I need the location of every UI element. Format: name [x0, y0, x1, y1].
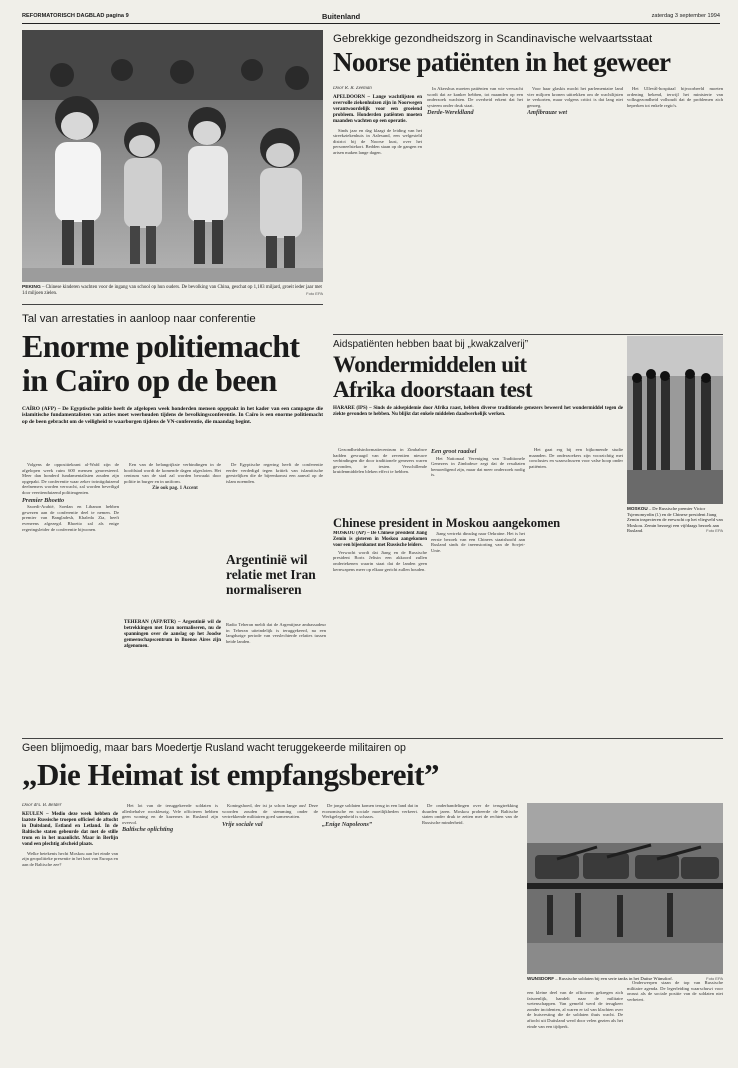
norway-col1: [333, 86, 422, 330]
peking-children-illustration: [22, 30, 323, 282]
heimat-kicker: Geen blijmoedig, maar bars Moedertje Rusland wacht teruggekeerde militairen op: [22, 742, 406, 754]
photo-peking-children: [22, 30, 323, 282]
cairo-kicker: Tal van arrestaties in aanloop naar conferentie: [22, 313, 256, 325]
divider: [22, 304, 323, 305]
norway-body4: Het Ullevål-hospitaal bijvoorbeeld moeten ordening bekend, terwijl het ministerie van volksgezondheid volhoudt dat de problemen zich beperken tot enkele regio's.: [627, 86, 723, 108]
divider: [333, 334, 723, 335]
argentina-headline: Argentinië wil relatie met Iran normaliseren: [226, 552, 316, 597]
norway-body1: Sinds jaar en dag klaagt de leiding van het streekziekenhuis in Aalesund, een welgesteld district bij de Noorse kust, over het personeelstekort. Bedden staan op de gangen en artsen maken lange dagen.: [333, 127, 422, 155]
masthead-section: Buitenland: [322, 12, 361, 21]
africa-body1: Gezondheidsinformatiecentrum in Zimbabwe hadden gevraagd van de zeventien nieuwe verbindingen die door traditionele genezers waren gevonden, te testen. Verschillende kruidenmiddelen bleken effect te hebben.: [333, 447, 427, 475]
heimat-body3: Koningshoed, der ist ja schon lange aus! Deze woorden zouden de stemming onder de vertrekkende militairen goed samenvatten.: [222, 803, 318, 820]
norway-col3: [527, 86, 623, 330]
heimat-subhead3: „Enige Napoleons”: [322, 820, 373, 828]
wunsdorf-text-below: een kleine deel van de officieren gekregen zich fatsoenlijk, handelt naar de militaire wetenschappen. Van gemeld werd de terugkeer zonder incidenten, al waren er tal van klachten over de huisvesting die de soldaten thuis wacht. De aftocht uit Duitsland werd door velen gezien als het einde van een tijdperk.: [527, 990, 623, 1029]
cairo-body1: Volgens de oppositiekrant al-Wafd zijn de afgelopen week ruim 600 mensen gearresteerd. Meer dan honderd fundamentalisten zouden zijn opgepakt. De conferentie waar zeker twintigduizend deelnemers worden verwacht, zal worden beveiligd door veertienduizend politieagenten.: [22, 462, 119, 495]
cairo-headline: [22, 329, 323, 397]
caption-place: WUNSDORF: [527, 976, 555, 981]
china-body1: Verwacht wordt dat Jiang en de Russische president Boris Jeltsin een akkoord zullen ondertekenen waarin staat dat de landen geen kernwapens meer op elkaar gericht zullen houden.: [333, 549, 427, 572]
caption-text: – Chinese kinderen wachten voor de ingang van school op hun ouders. De bevolking van China, geschat op 1,183 miljard, groeit ieder jaar met 14 miljoen zielen.: [22, 285, 322, 296]
cairo-lead: CAÏRO (AFP) – De Egyptische politie heeft de afgelopen week honderden mensen opgepakt in het kader van een campagne die islamitische fundamentalisten van acties moet weerhouden tijdens de bevolkingsconferentie. In Caïro is een enorme politiemacht op de been gebracht om de veiligheid te waarborgen tijdens de VN-conferentie, die maandag begint.: [22, 406, 323, 425]
china-body2: Jiang vertrekt dinsdag naar Oekraïne. Het is het eerste bezoek van een Chinees staatshoofd aan Rusland sinds de ineenstorting van de Sovjet-Unie.: [431, 531, 525, 553]
norway-body3: Voor haar glaskis mocht het parlementaire land vier miljoen kronen uittrekken om de wachtlijsten te verkorten, maar volgens critici is dat lang niet genoeg.: [527, 86, 623, 108]
norway-col4: [627, 86, 723, 330]
photo-credit: Foto EPA: [706, 976, 723, 981]
norway-kicker: Gebrekkige gezondheidszorg in Scandinavische welvaartsstaat: [333, 33, 653, 45]
photo-wunsdorf-tanks: [527, 803, 723, 974]
heimat-headline: „Die Heimat ist empfangsbereit”: [22, 757, 439, 792]
china-col1: [333, 531, 427, 731]
africa-headline-line2: Afrika doorstaan test: [333, 377, 533, 402]
norway-subhead2: Amfibrauze wet: [527, 109, 568, 117]
norway-col2: [427, 86, 523, 330]
divider: [22, 738, 723, 739]
argentina-lead: TEHERAN (AFP/RTR) – Argentinië wil de betrekkingen met Iran normaliseren, nu de spanningen over de aanslag op het Joodse gemeenschapscentrum in Buenos Aires zijn afgenomen.: [124, 620, 221, 649]
africa-subhead: Een groot raadsel: [431, 448, 477, 455]
cairo-body3: Een van de belangrijkste verbindingen in de hoofdstad wordt de komende dagen afgesloten. Het centrum van de stad zal worden bewaakt door politie in burger en in uniform.: [124, 462, 221, 484]
china-lead: MOSKOU (AP) – De Chinese president Jiang Zemin is gisteren in Moskou aangekomen voor een bijeenkomst met Russische leiders.: [333, 531, 427, 548]
heimat-body1: Welke betekenis hecht Moskou aan het einde van zijn geopolitieke presentie in het hart van Europa en aan de Baltische zee?: [22, 850, 118, 867]
heimat-body6: Onderwerpen staan de top van Russische militaire agenda. De legerleiding waarschuwt voor onrust als de sociale positie van de soldaten niet verbetert.: [627, 980, 723, 1002]
cairo-subhead: Premier Bhoetto: [22, 496, 65, 504]
masthead-paper: REFORMATORISCH DAGBLAD pagina 9: [22, 13, 129, 19]
norway-subhead1: Derde-Wereldland: [427, 109, 474, 117]
moscow-honor-guard-illustration: [627, 336, 723, 504]
africa-body2: Het Nationaal Vereniging van Traditionele Genezers in Zimbabwe zegt dat de resultaten bemoedigend zijn, maar dat meer onderzoek nodig is.: [431, 455, 525, 478]
caption-place: MOSKOU: [627, 506, 648, 511]
masthead: [22, 12, 720, 24]
africa-kicker: Aidspatiënten hebben baat bij „kwakzalverij”: [333, 339, 529, 350]
cairo-continued[interactable]: Zie ook pag. 1 Accent: [152, 485, 198, 491]
caption-text: – De Russische premier Victor Tsjernomyrdin (l.) en de Chinese president Jiang Zemin inspecteren de erewacht op het vliegveld van Moskou. Zemin bezoegt een vijfdaags bezoek aan Rusland.: [627, 506, 723, 534]
heimat-col3: [222, 803, 318, 1035]
africa-lead: HARARE (IPS) – Sinds de aidsepidemie door Afrika raast, hebben diverse traditionele genezers beweerd het wondermiddel tegen de ziekte gevonden te hebben. Nu blijkt dat enkele middelen daadwerkelijk werken.: [333, 406, 623, 417]
cairo-body2: Saoedi-Arabië, Soedan en Libanon hebben gewezen aan de conferentie deel te nemen. De premier van Bangladesh, Khaleda Zia, heeft eveneens afgezegd. Bhoetto zal als enige regeringsleider de conferentie bijwonen.: [22, 504, 119, 532]
heimat-body4: De jonge soldaten komen terug in een land dat in economische en sociale moeilijkheden verkeert. Werkgelegenheid is schaars.: [322, 803, 418, 820]
heimat-col1: [22, 803, 118, 1035]
caption-text: – Russische soldaten bij een serie tanks in het Duitse Wünsdorf.: [555, 976, 673, 981]
africa-headline: [333, 352, 623, 402]
photo-moscow-honor-guard: [627, 336, 723, 504]
heimat-body5: De onderhandelingen over de terugtrekking duurden jaren. Moskou probeerde de Baltische staten onder druk te zetten met de rechten van de Russische minderheid.: [422, 803, 518, 825]
photo-credit: Foto EPA: [306, 291, 323, 296]
masthead-date: zaterdag 3 september 1994: [651, 13, 720, 19]
photo-wunsdorf-caption: [527, 976, 723, 982]
cairo-body4: De Egyptische regering heeft de conferentie eerder verdedigd tegen kritiek van islamitische geestelijken die de bijeenkomst een aanval op de islam noemden.: [226, 462, 323, 484]
cairo-headline-line2: in Caïro op de been: [22, 362, 277, 398]
norway-lead: APELDOORN – Lange wachtlijsten en overvolle ziekenhuizen zijn in Noorwegen verantwoordelijk voor een groeiend probleem. Honderden patiënten moeten maanden wachten op een operatie.: [333, 94, 422, 124]
cairo-col1: [22, 462, 119, 696]
norway-byline: Door R. R. Zeeman: [333, 86, 372, 91]
china-col2: [431, 531, 525, 731]
photo-credit: Foto EPA: [706, 528, 723, 534]
heimat-byline: Door drs. B. Belder: [22, 803, 62, 808]
heimat-subhead2: Vrije sociale val: [222, 820, 263, 828]
cairo-col2: [124, 462, 221, 696]
photo-peking-caption: [22, 285, 323, 297]
heimat-body2: Het lot van de teruggekeerde soldaten is allesbehalve rooskleurig. Vele officieren hebben geen woning en de kazernes in Rusland zijn overvol.: [122, 803, 218, 825]
argentina-body: Radio Teheran meldt dat de Argentijnse ambassadeur in Teheran uiteindelijk is teruggekeerd, na een langdurige periode van verslechterde relaties tussen beide landen.: [226, 622, 326, 644]
photo-moscow-caption: [627, 506, 723, 534]
wunsdorf-tanks-illustration: [527, 803, 723, 974]
norway-body2: In Akershus moeten patiënten van wie verwacht wordt dat ze kanker hebben, tot maanden op een onderzoek wachten. De overheid erkent dat het systeem onder druk staat.: [427, 86, 523, 108]
heimat-col5: [422, 803, 518, 1035]
heimat-col6: [627, 980, 723, 1052]
norway-headline: Noorse patiënten in het geweer: [333, 47, 671, 77]
africa-body3: Het gaat erg bij een bijkomende studie maanden. De onderzoekers zijn voorzichtig met conclusies en waarschuwen voor valse hoop onder patiënten.: [529, 447, 623, 469]
heimat-col4: [322, 803, 418, 1035]
heimat-lead: KEULEN – Medio deze week hebben de laatste Russische troepen officieel de aftocht in Duitsland, Estland en Letland. In de Baltische staten gebeurde dat met de stille trom en in het maanlicht. Maar in Berlijn vond een plechtig afscheid plaats.: [22, 811, 118, 847]
cairo-headline-line1: Enorme politiemacht: [22, 328, 300, 364]
heimat-col2: [122, 803, 218, 1035]
china-headline: Chinese president in Moskou aangekomen: [333, 516, 561, 530]
heimat-subhead1: Baltische oplichting: [122, 826, 174, 834]
caption-place: PEKING: [22, 285, 41, 290]
africa-headline-line1: Wondermiddelen uit: [333, 352, 527, 377]
africa-col3: [529, 447, 623, 732]
